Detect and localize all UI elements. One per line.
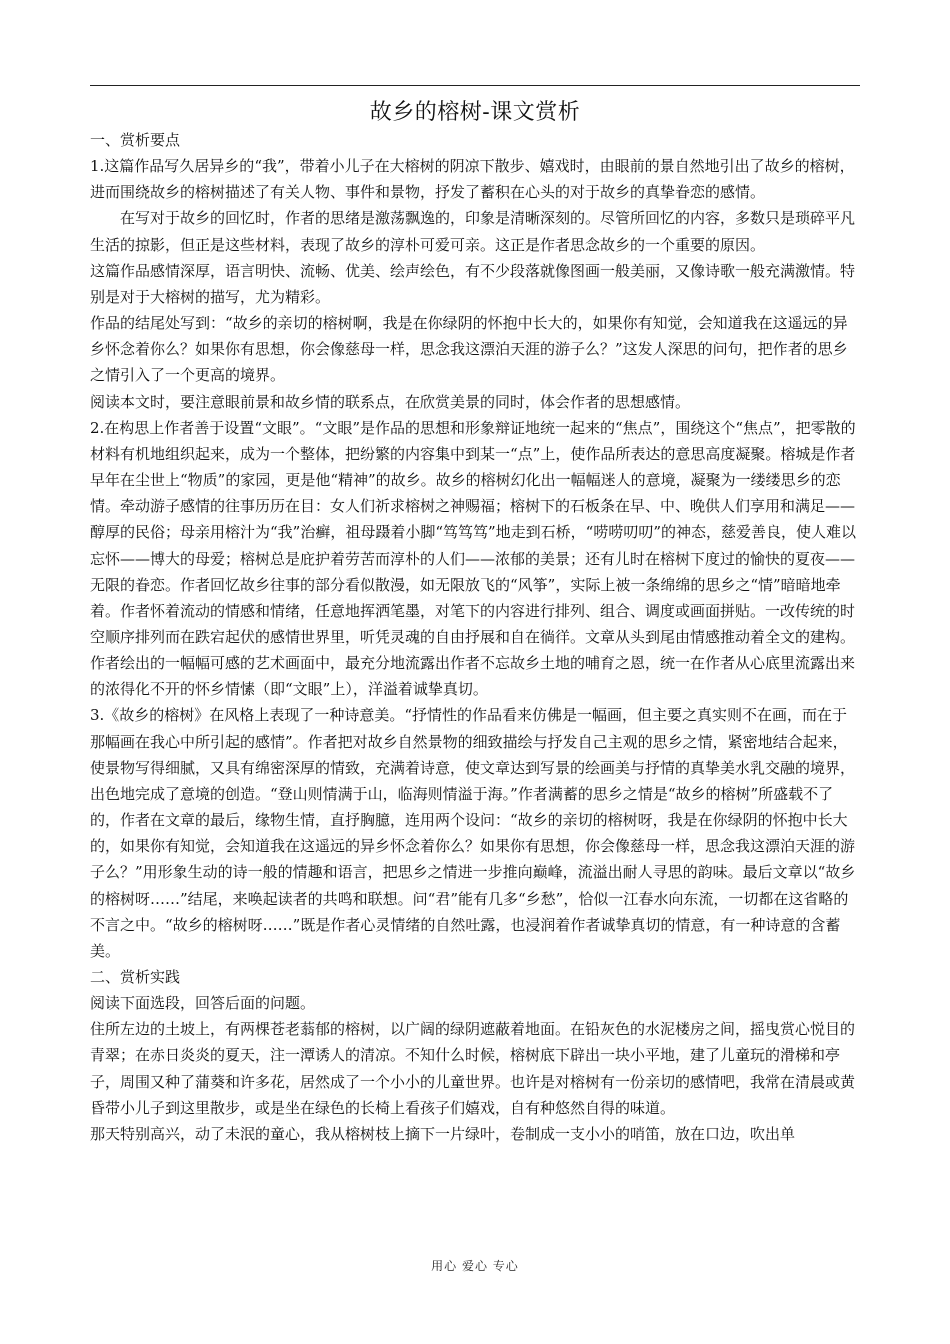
section-heading-1: 一、赏析要点: [90, 131, 181, 149]
paragraph-style: 这篇作品感情深厚，语言明快、流畅、优美、绘声绘色，有不少段落就像图画一般美丽，又像诗歌一般充满激情。特别是对于大榕树的描写，尤为精彩。: [90, 261, 856, 306]
document-body: [90, 127, 860, 1147]
paragraph-point-2: 2.在构思上作者善于设置“文眼”。“文眼”是作品的思想和形象辩证地统一起来的“焦点”，围绕这个“焦点”，把零散的材料有机地组织起来，成为一个整体，把纷繁的内容集中到某一“点”上，使作品所表达的意思高度凝聚。榕城是作者早年在尘世上“物质”的家园，更是他“精神”的故乡。故乡的榕树幻化出一幅幅迷人的意境，凝聚为一缕缕思乡的恋情。牵动游子感情的往事历历在目：女人们祈求榕树之神赐福；榕树下的石板条在早、中、晚供人们享用和满足——醇厚的民俗；母亲用榕汁为“我”治癣，祖母蹑着小脚“笃笃笃”地走到石桥，“唠唠叨叨”的神态，慈爱善良，使人难以忘怀——博大的母爱；榕树总是庇护着劳苦而淳朴的人们——浓郁的美景；还有儿时在榕树下度过的愉快的夏夜——无限的眷恋。作者回忆故乡往事的部分看似散漫，如无限放飞的“风筝”，实际上被一条绵绵的思乡之“情”暗暗地牵着。作者怀着流动的情感和情绪，任意地挥洒笔墨，对笔下的内容进行排列、组合、调度或画面拼贴。一改传统的时空顺序排列而在跌宕起伏的感情世界里，听凭灵魂的自由抒展和自在徜徉。文章从头到尾由情感推动着全文的建构。作者绘出的一幅幅可感的艺术画面中，最充分地流露出作者不忘故乡土地的哺育之恩，统一在作者从心底里流露出来的浓得化不开的怀乡情愫（即“文眼”上），洋溢着诚挚真切。: [90, 418, 857, 699]
paragraph-memory: 在写对于故乡的回忆时，作者的思绪是激荡飘逸的，印象是清晰深刻的。尽管所回忆的内容，多数只是琐碎平凡生活的掠影，但正是这些材料，表现了故乡的淳朴可爱可亲。这正是作者思念故乡的一个重要的原因。: [90, 209, 856, 254]
section-heading-2: 二、赏析实践: [90, 968, 181, 986]
paragraph-point-3: 3.《故乡的榕树》在风格上表现了一种诗意美。“抒情性的作品看来仿佛是一幅画，但主要之真实则不在画，而在于那幅画在我心中所引起的感情”。作者把对故乡自然景物的细致描绘与抒发自己主观的思乡之情，紧密地结合起来，使景物写得细腻，又具有绵密深厚的情致，充满着诗意，使文章达到写景的绘画美与抒情的真挚美水乳交融的境界，出色地完成了意境的创造。“登山则情满于山，临海则情溢于海。”作者满蓄的思乡之情是“故乡的榕树”所盛载不了的，作者在文章的最后，缘物生情，直抒胸臆，连用两个设问：“故乡的亲切的榕树呀，我是在你绿阴的怀抱中长大的，如果你有知觉，会知道我在这遥远的异乡怀念着你么？如果你有思想，你会像慈母一样，思念我这漂泊天涯的游子么？”用形象生动的诗一般的情趣和语言，把思乡之情进一步推向巅峰，流溢出耐人寻思的韵味。最后文章以“故乡的榕树呀……”结尾，来唤起读者的共鸣和联想。问“君”能有几多“乡愁”，恰似一江春水向东流，一切都在这省略的不言之中。“故乡的榕树呀……”既是作者心灵情绪的自然吐露，也浸润着作者诚挚真切的情意，有一种诗意的含蓄美。: [90, 706, 856, 960]
paragraph-excerpt-1: 住所左边的土坡上，有两棵苍老蓊郁的榕树，以广阔的绿阴遮蔽着地面。在铅灰色的水泥楼房之间，摇曳赏心悦目的青翠；在赤日炎炎的夏天，注一潭诱人的清凉。不知什么时候，榕树底下辟出一块小平地，建了儿童玩的滑梯和亭子，周围又种了蒲葵和许多花，居然成了一个小小的儿童世界。也许是对榕树有一份亲切的感情吧，我常在清晨或黄昏带小儿子到这里散步，或是坐在绿色的长椅上看孩子们嬉戏，自有种悠然自得的味道。: [90, 1020, 856, 1117]
paragraph-ending: 作品的结尾处写到：“故乡的亲切的榕树啊，我是在你绿阴的怀抱中长大的，如果你有知觉，会知道我在这遥远的异乡怀念着你么？如果你有思想，你会像慈母一样，思念我这漂泊天涯的游子么？”这发人深思的问句，把作者的思乡之情引入了一个更高的境界。: [90, 314, 848, 385]
page-footer: 用心 爱心 专心: [431, 1259, 519, 1273]
paragraph-point-1: 1.这篇作品写久居异乡的“我”，带着小儿子在大榕树的阴凉下散步、嬉戏时，由眼前的景自然地引出了故乡的榕树，进而围绕故乡的榕树描述了有关人物、事件和景物，抒发了蓄积在心头的对于故乡的真挚眷恋的感情。: [90, 157, 855, 202]
paragraph-excerpt-2: 那天特别高兴，动了未泯的童心，我从榕树枝上摘下一片绿叶，卷制成一支小小的哨笛，放在口边，吹出单: [90, 1124, 796, 1143]
page-title: 故乡的榕树-课文赏析: [369, 100, 581, 125]
header-rule: [90, 85, 860, 86]
paragraph-reading-tip: 阅读本文时，要注意眼前景和故乡情的联系点，在欣赏美景的同时，体会作者的思想感情。: [90, 392, 691, 411]
paragraph-instruction: 阅读下面选段，回答后面的问题。: [90, 994, 316, 1013]
